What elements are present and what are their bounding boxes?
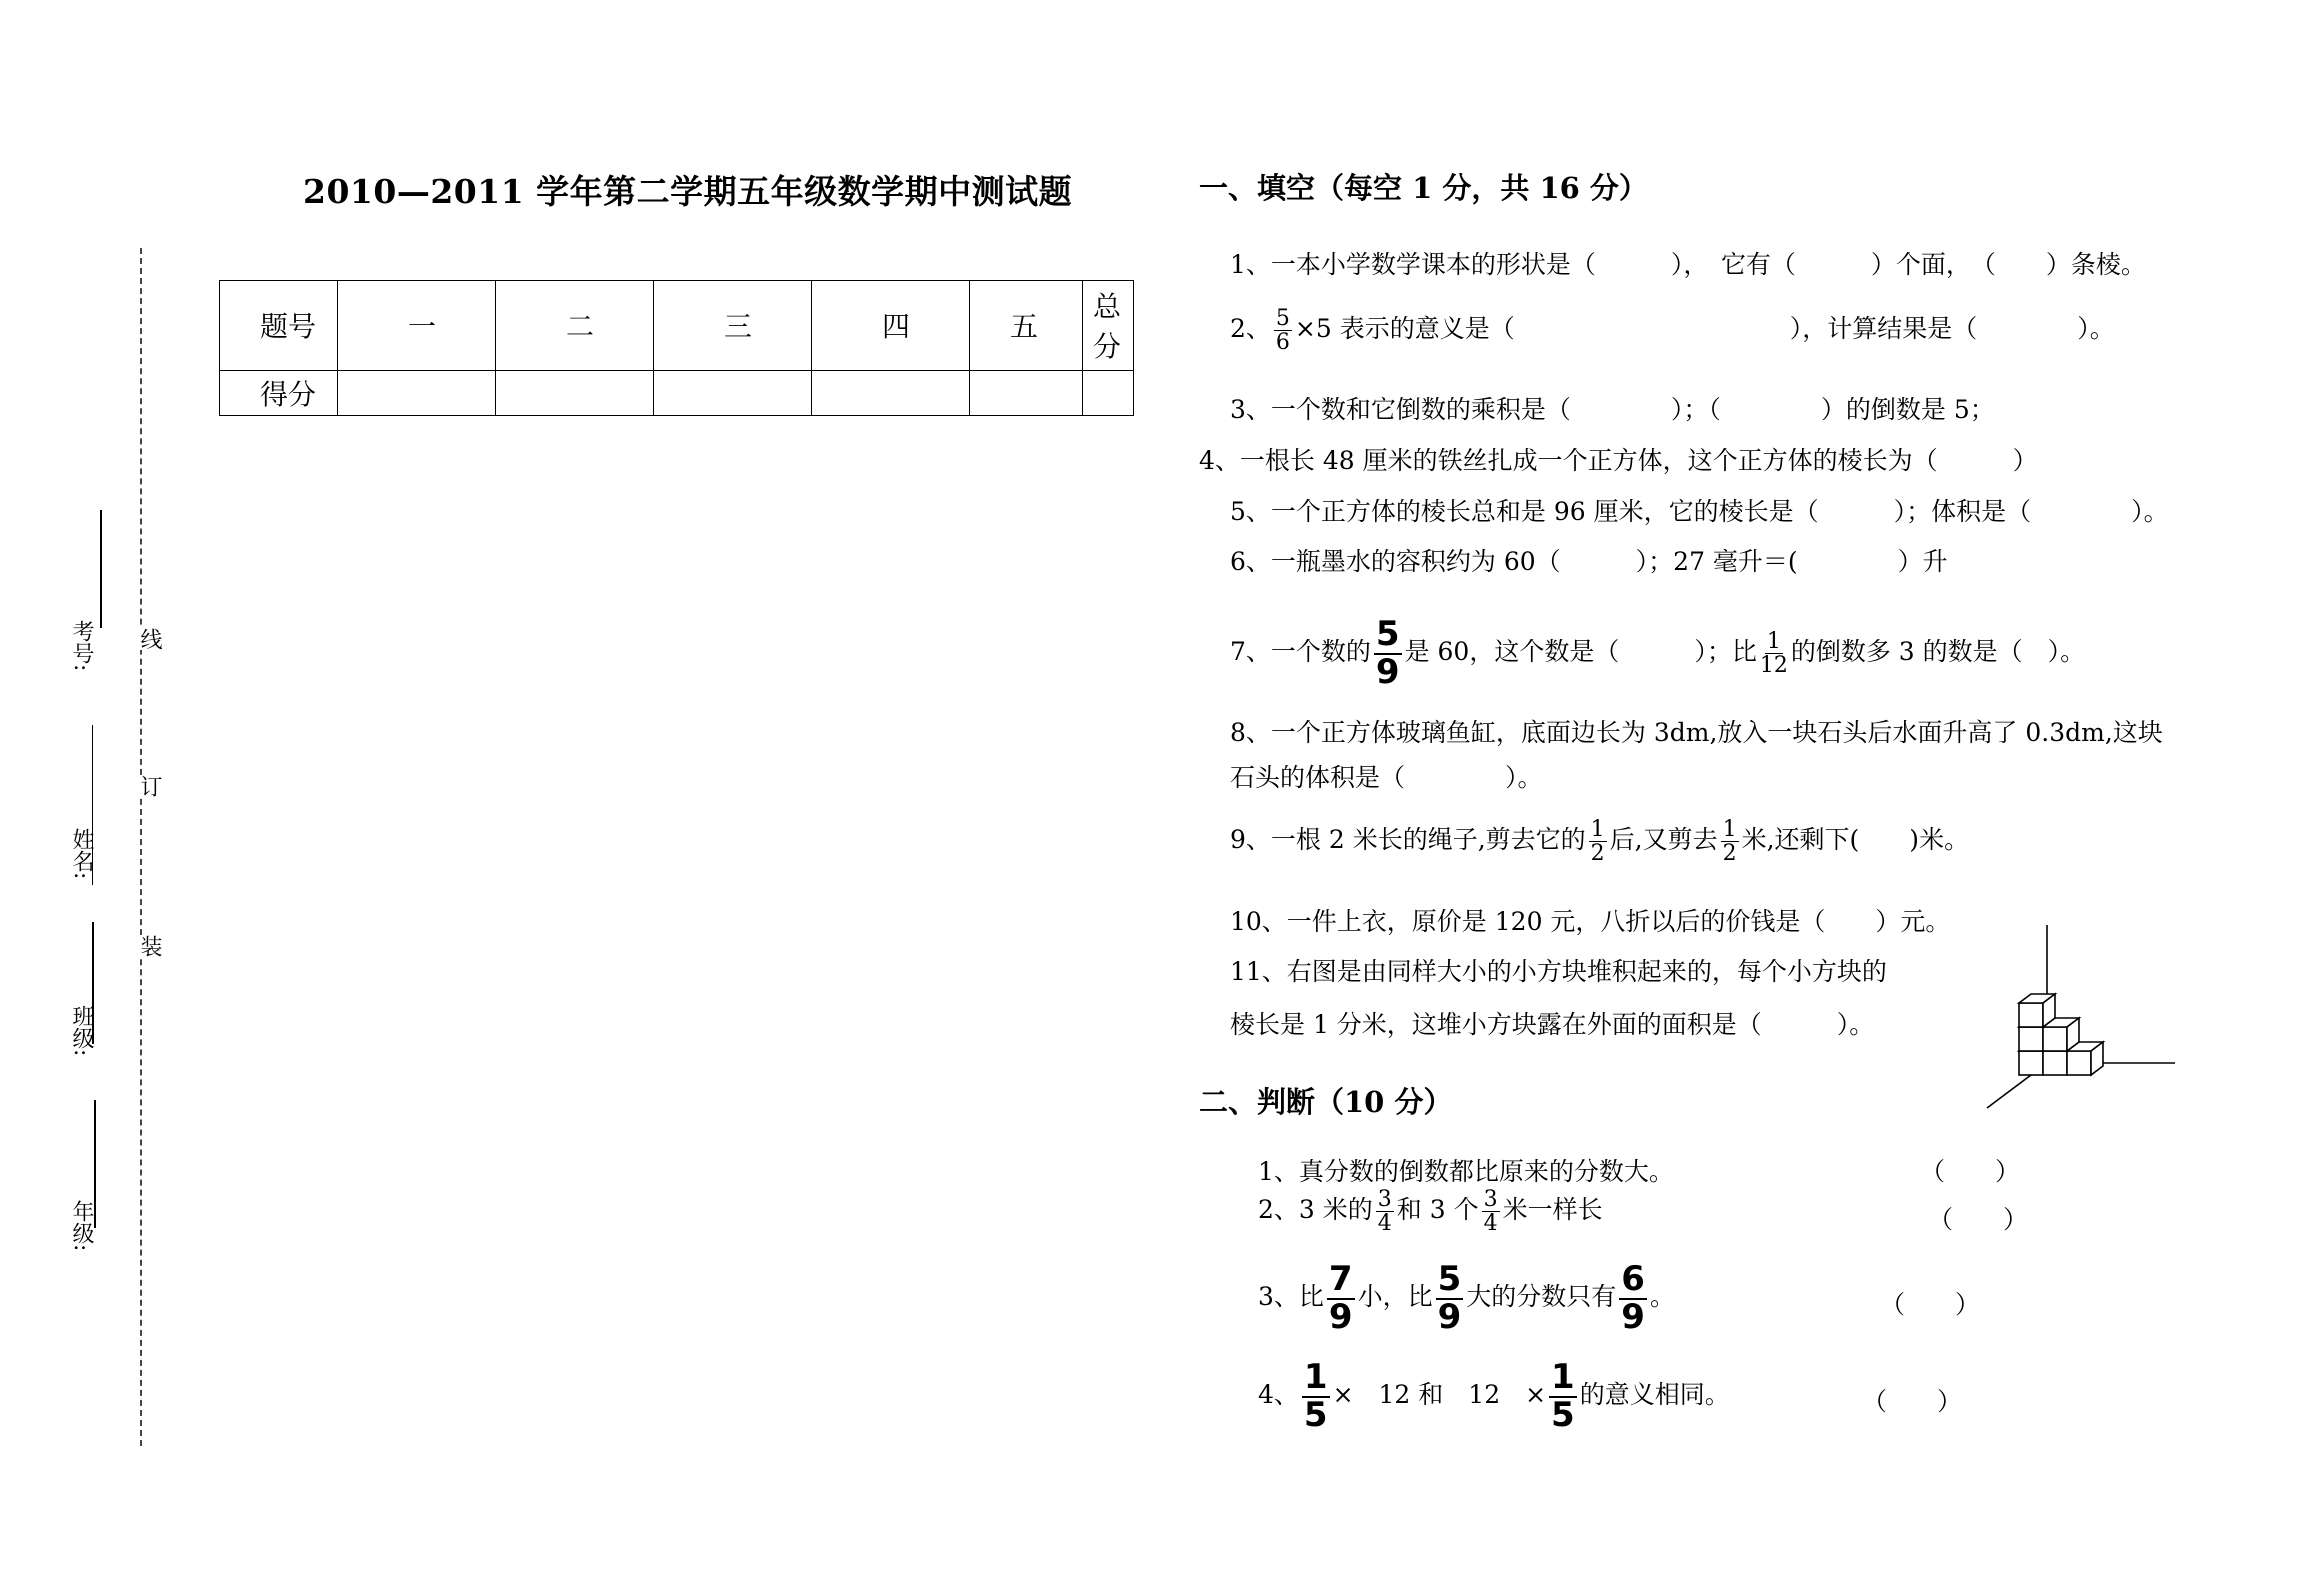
q9-fraction-2 [1721,818,1739,865]
q7-fraction-1 [1374,614,1402,692]
denominator: 9 [1328,1296,1353,1337]
score-header-cell: 五 [970,281,1083,371]
j4-fraction-1 [1302,1357,1330,1435]
score-row-label: 得分 [220,370,338,415]
cube-stack-figure [1975,915,2185,1110]
numerator: 5 [1437,1259,1462,1299]
numerator: 1 [1766,629,1781,655]
q9-text-c: 米,还剩下( )米。 [1741,825,1970,855]
q7-text-a: 7、一个数的 [1230,637,1371,667]
q2-text: ×5 表示的意义是（ ），计算结果是（ ）。 [1294,314,2115,344]
q9-text-b: 后,又剪去 [1609,825,1718,855]
j2-fraction-1 [1376,1188,1394,1235]
question-11-line-2: 棱长是 1 分米，这堆小方块露在外面的面积是（ ）。 [1230,1010,1875,1039]
denominator: 5 [1551,1394,1575,1435]
section2-heading: 二、判断（10 分） [1199,1085,1453,1119]
binding-dashed-line [140,248,142,1446]
zhuang-label: 装 [134,935,165,957]
banji-label: 班级: [69,1005,94,1057]
score-row [220,370,1134,415]
question-3: 3、一个数和它倒数的乘积是（ ）；（ ）的倒数是 5； [1230,395,1995,424]
numerator: 5 [1275,306,1290,331]
judgement-2-answer[interactable]: （ ） [1928,1205,2029,1234]
question-5: 5、一个正方体的棱长总和是 96 厘米，它的棱长是（ ）；体积是（ ）。 [1230,497,2169,526]
denominator: 5 [1303,1394,1328,1435]
score-header-cell: 二 [495,281,653,371]
q9-fraction-1 [1589,818,1607,865]
xingming-label: 姓名: [69,828,94,880]
j4-text-b: × 12 和 12 × [1332,1380,1547,1410]
judgement-4 [1258,1357,1730,1435]
j4-text-c: 的意义相同。 [1579,1380,1730,1410]
question-7 [1230,614,2086,692]
score-cell[interactable] [970,370,1083,415]
question-2 [1230,307,2115,354]
score-header-cell: 一 [337,281,495,371]
denominator: 2 [1590,841,1605,867]
numerator: 3 [1377,1187,1392,1212]
q7-fraction-2 [1760,630,1788,677]
judgement-1: 1、真分数的倒数都比原来的分数大。 [1258,1157,1674,1186]
q9-text-a: 9、一根 2 米长的绳子,剪去它的 [1230,825,1586,855]
denominator: 6 [1275,330,1290,356]
question-10: 10、一件上衣，原价是 120 元，八折以后的价钱是（ ）元。 [1230,907,1951,936]
numerator: 1 [1722,817,1737,842]
score-cell[interactable] [495,370,653,415]
denominator: 9 [1621,1296,1645,1337]
question-8-line-1: 8、一个正方体玻璃鱼缸，底面边长为 3dm,放入一块石头后水面升高了 0.3dm,这块 [1230,718,2163,747]
judgement-3-answer[interactable]: （ ） [1880,1290,1981,1319]
numerator: 1 [1303,1357,1328,1397]
judgement-2 [1258,1188,1603,1235]
question-1: 1、一本小学数学课本的形状是（ ）， 它有（ ）个面， （ ）条棱。 [1230,250,2146,279]
judgement-3 [1258,1259,1675,1337]
score-header-cell: 题号 [220,281,338,371]
j2-text-b: 和 3 个 [1396,1195,1479,1225]
numerator: 7 [1328,1259,1353,1299]
denominator: 2 [1722,841,1737,867]
score-header-cell: 总分 [1082,281,1133,371]
q2-fraction [1274,307,1292,354]
score-cell[interactable] [337,370,495,415]
j2-text-a: 2、3 米的 [1258,1195,1373,1225]
j2-fraction-2 [1482,1188,1500,1235]
judgement-1-answer[interactable]: （ ） [1920,1157,2021,1186]
numerator: 1 [1551,1357,1575,1397]
xian-label: 线 [134,628,165,650]
numerator: 5 [1375,614,1400,654]
score-table [219,280,1134,416]
denominator: 9 [1375,651,1400,692]
j3-text-c: 大的分数只有 [1466,1282,1617,1312]
j3-fraction-3 [1619,1259,1647,1337]
nianji-label: 年级: [69,1200,94,1252]
question-9 [1230,818,1969,865]
score-header-row [220,281,1134,371]
score-header-cell: 三 [653,281,811,371]
page-title: 2010—2011 学年第二学期五年级数学期中测试题 [303,172,1073,211]
q7-text-c: 的倒数多 3 的数是（ ）。 [1790,637,2086,667]
j4-text-a: 4、 [1258,1380,1299,1410]
numerator: 3 [1483,1187,1498,1212]
numerator: 6 [1621,1259,1645,1299]
banji-line [92,922,94,1044]
q2-prefix: 2、 [1230,314,1271,344]
judgement-4-answer[interactable]: （ ） [1862,1387,1963,1416]
q7-text-b: 是 60，这个数是（ ）；比 [1404,637,1757,667]
j3-fraction-1 [1327,1259,1355,1337]
score-cell[interactable] [653,370,811,415]
question-11-line-1: 11、右图是由同样大小的小方块堆积起来的，每个小方块的 [1230,957,1887,986]
j3-text-a: 3、比 [1258,1282,1324,1312]
kaohao-line [100,510,102,628]
section1-heading: 一、填空（每空 1 分，共 16 分） [1199,171,1648,205]
score-cell[interactable] [1082,370,1133,415]
denominator: 12 [1759,653,1788,679]
j3-text-b: 小，比 [1357,1282,1433,1312]
j3-fraction-2 [1436,1259,1464,1337]
question-8-line-2: 石头的体积是（ ）。 [1230,763,1543,792]
denominator: 4 [1377,1211,1392,1237]
denominator: 9 [1437,1296,1462,1337]
xingming-line [92,725,93,885]
score-header-cell: 四 [811,281,969,371]
kaohao-label: 考号: [69,620,94,672]
ding-label: 订 [134,775,165,797]
question-6: 6、一瓶墨水的容积约为 60（ ）；27 毫升＝( ）升 [1230,547,1948,576]
question-4: 4、一根长 48 厘米的铁丝扎成一个正方体，这个正方体的棱长为（ ） [1199,446,2038,475]
j3-text-d: 。 [1649,1282,1675,1312]
score-cell[interactable] [811,370,969,415]
j4-fraction-2 [1549,1357,1577,1435]
denominator: 4 [1483,1211,1498,1237]
numerator: 1 [1590,817,1605,842]
j2-text-c: 米一样长 [1502,1195,1603,1225]
nianji-line [94,1100,96,1228]
